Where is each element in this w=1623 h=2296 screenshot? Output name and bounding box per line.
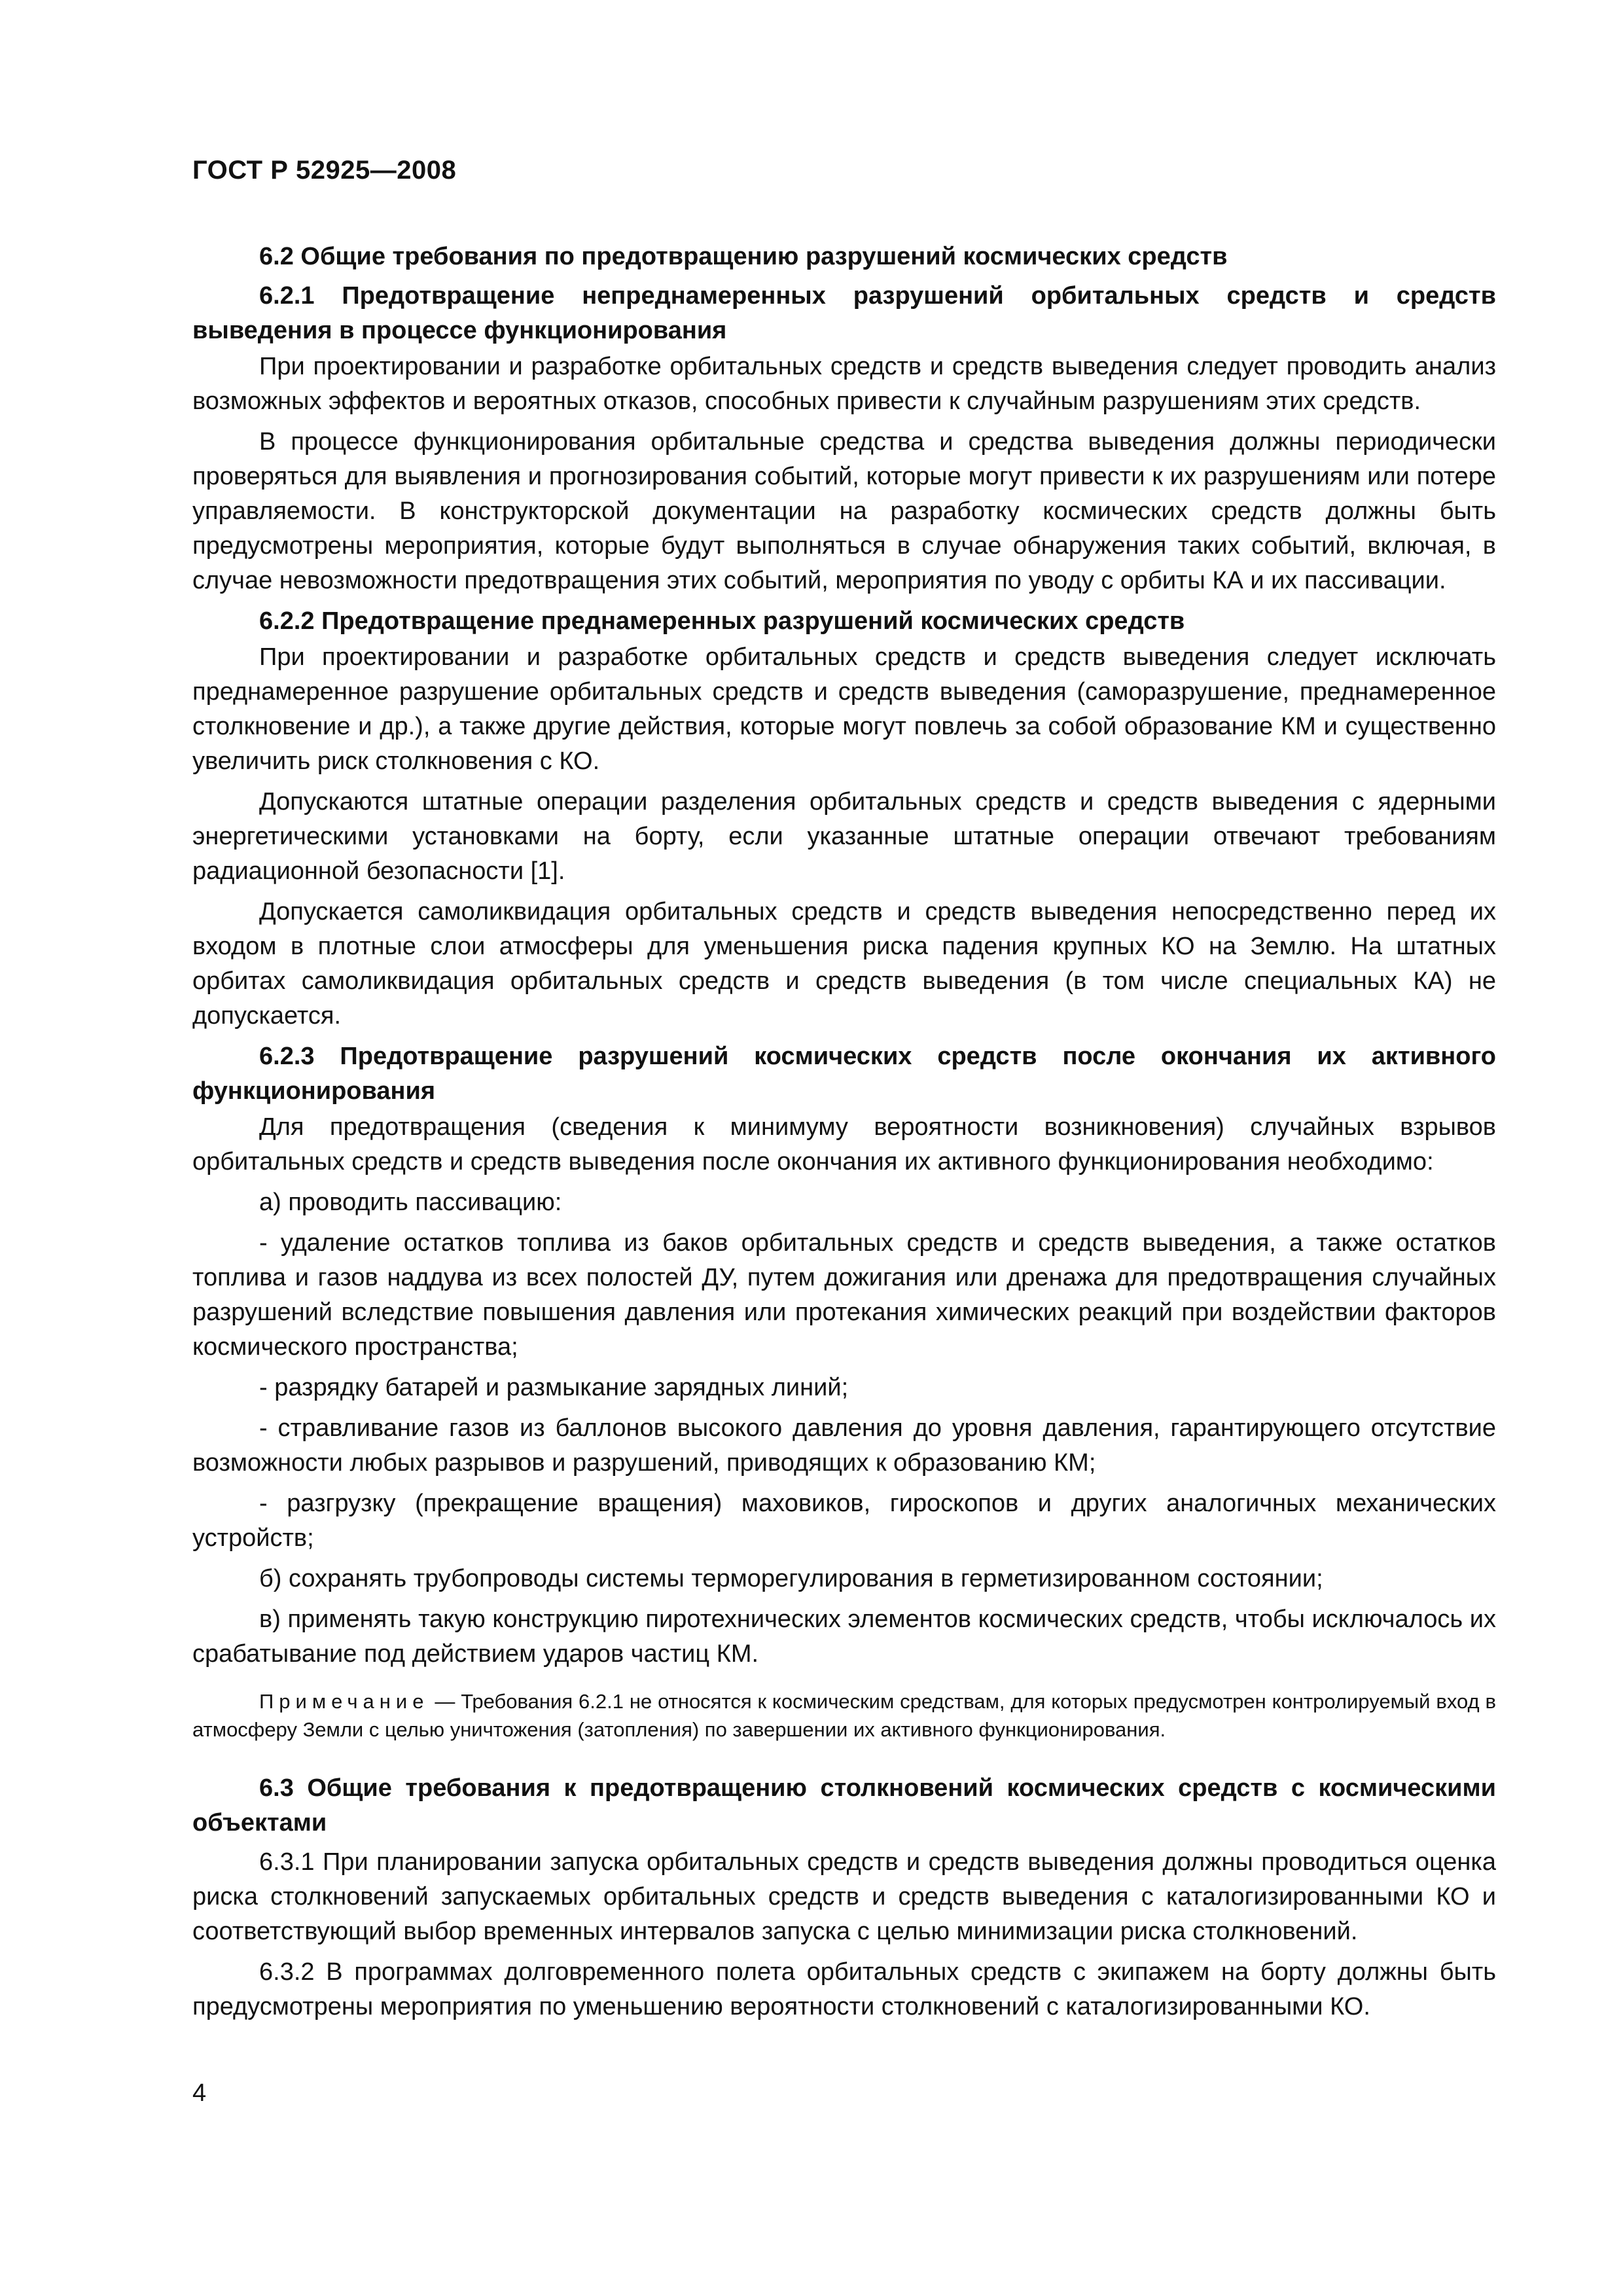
section-6-2-title: 6.2 Общие требования по предотвращению разрушений космических средств [259, 243, 1228, 270]
section-6-2-3-title: 6.2.3 Предотвращение разрушений космических средств после окончания их активного функционирования [192, 1043, 1496, 1105]
standard-code-header: ГОСТ Р 52925—2008 [192, 156, 457, 185]
note-block [192, 1687, 1496, 1744]
section-6-2-2-title: 6.2.2 Предотвращение преднамеренных разрушений космических средств [259, 607, 1185, 635]
dash-item-fuel-removal: - удаление остатков топлива из баков орбитальных средств и средств выведения, а также остатков топлива и газов наддува из всех полостей ДУ, путем дожигания или дренажа для предотвращения случайных разрушений вследствие повышения давления или протекания химических реакций при воздействии факторов космического пространства; [192, 1229, 1496, 1361]
note-text: — Требования 6.2.1 не относятся к космическим средствам, для которых предусмотрен контролируемый вход в атмосферу Земли с целью уничтожения (затопления) по завершении их активного функционирования. [192, 1690, 1496, 1741]
note-label: Примечание [259, 1690, 429, 1713]
section-6-3-1-paragraph: 6.3.1 При планировании запуска орбитальных средств и средств выведения должны проводиться оценка риска столкновений запускаемых орбитальных средств и средств выведения с каталогизированными КО и соответствующий выбор временных интервалов запуска с целью минимизации риска столкновений. [192, 1848, 1496, 1945]
page-number: 4 [192, 2079, 207, 2107]
dash-item-battery-discharge: - разрядку батарей и размыкание зарядных линий; [259, 1374, 849, 1401]
dash-item-flywheel-unloading: - разгрузку (прекращение вращения) маховиков, гироскопов и других аналогичных механических устройств; [192, 1490, 1496, 1552]
section-6-2-2-paragraph-3: Допускается самоликвидация орбитальных средств и средств выведения непосредственно перед их входом в плотные слои атмосферы для уменьшения риска падения крупных КО на Землю. На штатных орбитах самоликвидация орбитальных средств и средств выведения (в том числе специальных КА) не допускается. [192, 898, 1496, 1030]
document-page [192, 0, 1496, 2296]
section-6-2-2-paragraph-1: При проектировании и разработке орбитальных средств и средств выведения следует исключать преднамеренное разрушение орбитальных средств и средств выведения (саморазрушение, преднамеренное столкновение и др.), а также другие действия, которые могут повлечь за собой образование КМ и существенно увеличить риск столкновения с КО. [192, 643, 1496, 775]
dash-item-gas-venting: - стравливание газов из баллонов высокого давления до уровня давления, гарантирующего отсутствие возможности любых разрывов и разрушений, приводящих к образованию КМ; [192, 1414, 1496, 1477]
document-body [192, 240, 1496, 2030]
list-item-b: б) сохранять трубопроводы системы терморегулирования в герметизированном состоянии; [259, 1565, 1323, 1592]
section-6-3-2-paragraph: 6.3.2 В программах долговременного полета орбитальных средств с экипажем на борту должны быть предусмотрены мероприятия по уменьшению вероятности столкновений с каталогизированными КО. [192, 1958, 1496, 2020]
section-6-2-1-title: 6.2.1 Предотвращение непреднамеренных разрушений орбитальных средств и средств выведения в процессе функционирования [192, 282, 1496, 344]
section-6-2-1-paragraph-2: В процессе функционирования орбитальные средства и средства выведения должны периодически проверяться для выявления и прогнозирования событий, которые могут привести к их разрушениям или потере управляемости. В конструкторской документации на разработку космических средств должны быть предусмотрены мероприятия, которые будут выполняться в случае обнаружения таких событий, включая, в случае невозможности предотвращения этих событий, мероприятия по уводу с орбиты КА и их пассивации. [192, 428, 1496, 594]
list-item-v: в) применять такую конструкцию пиротехнических элементов космических средств, чтобы исключалось их срабатывание под действием ударов частиц КМ. [192, 1605, 1496, 1668]
section-6-3-title: 6.3 Общие требования к предотвращению столкновений космических средств с космическими объектами [192, 1774, 1496, 1837]
section-6-2-2-paragraph-2: Допускаются штатные операции разделения орбитальных средств и средств выведения с ядерными энергетическими установками на борту, если указанные штатные операции отвечают требованиям радиационной безопасности [1]. [192, 788, 1496, 885]
section-6-2-3-intro: Для предотвращения (сведения к минимуму вероятности возникновения) случайных взрывов орбитальных средств и средств выведения после окончания их активного функционирования необходимо: [192, 1113, 1496, 1175]
section-6-2-1-paragraph-1: При проектировании и разработке орбитальных средств и средств выведения следует проводить анализ возможных эффектов и вероятных отказов, способных привести к случайным разрушениям этих средств. [192, 353, 1496, 415]
list-item-a: а) проводить пассивацию: [259, 1189, 562, 1216]
